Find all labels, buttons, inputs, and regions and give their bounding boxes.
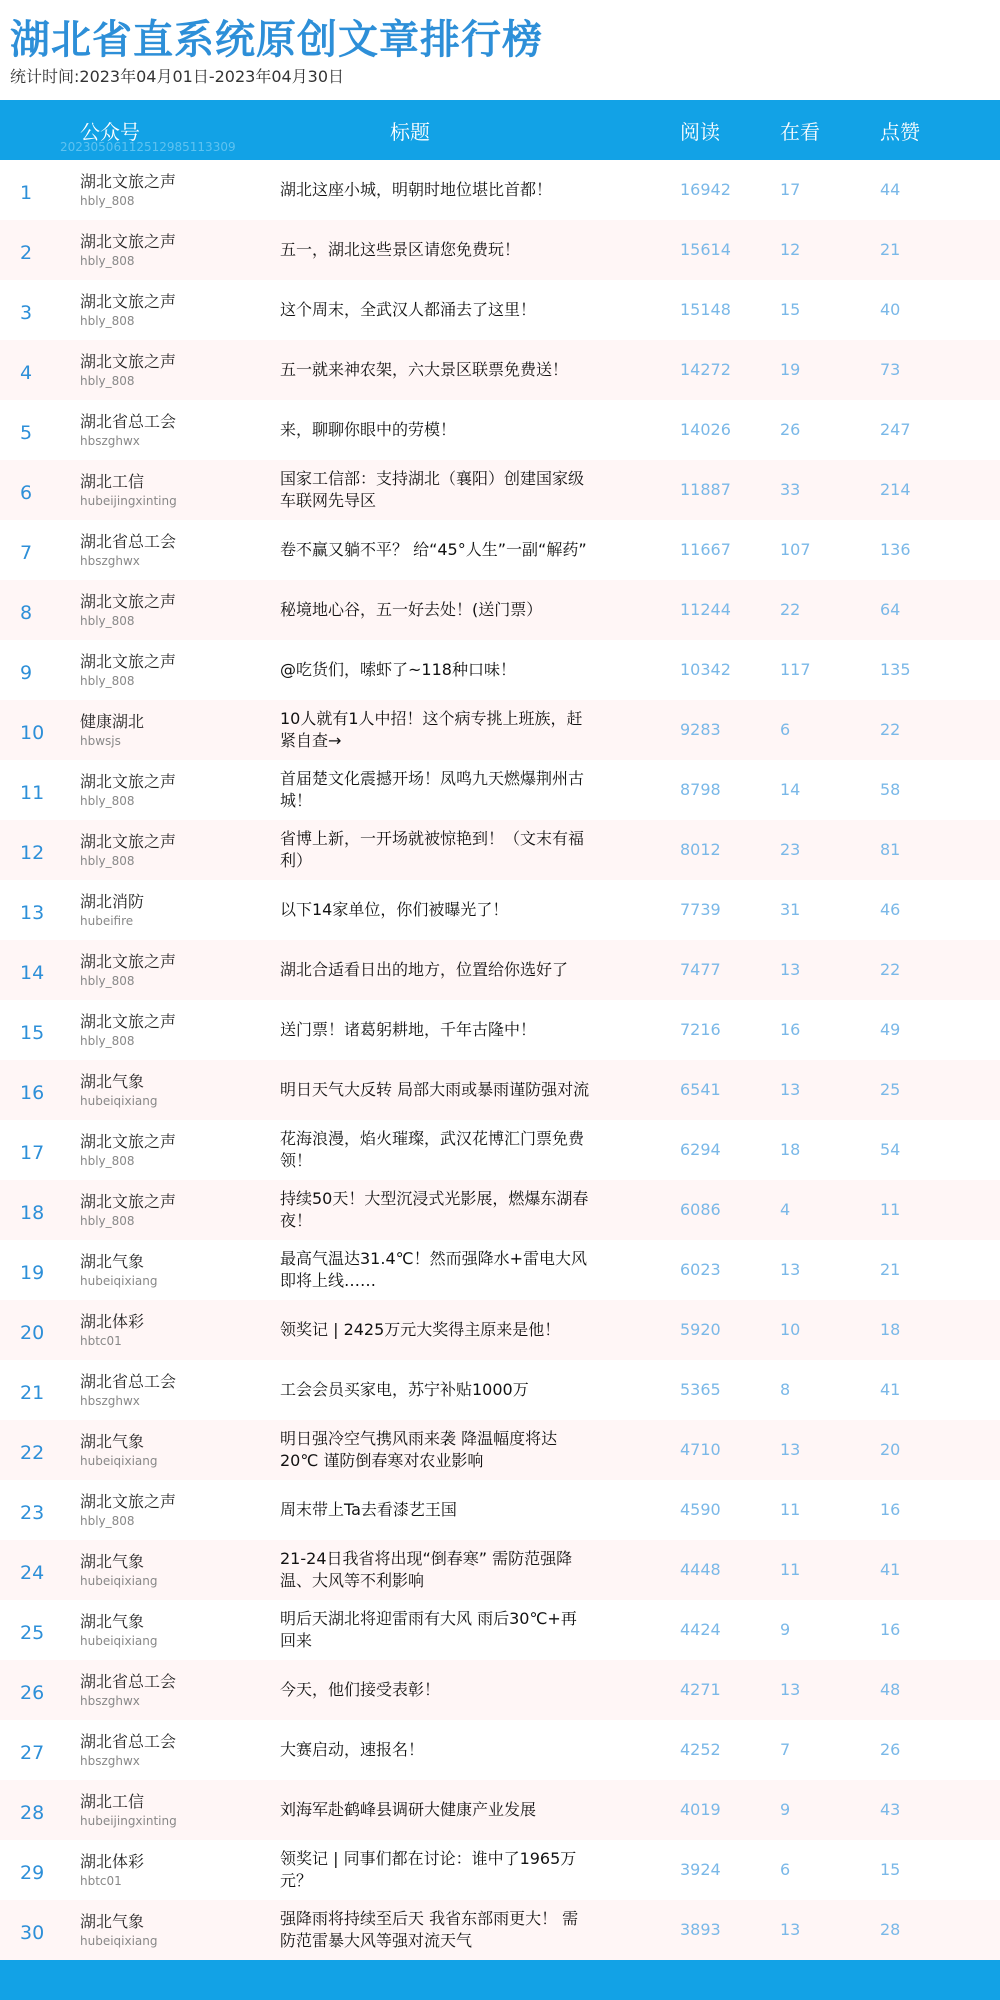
article-title[interactable]: 领奖记 | 同事们都在讨论：谁中了1965万元？ [280, 1849, 577, 1890]
view-count: 117 [780, 660, 811, 679]
read-count: 3893 [680, 1920, 721, 1939]
article-title[interactable]: 首届楚文化震撼开场！凤鸣九天燃爆荆州古城！ [280, 769, 585, 810]
view-count: 13 [780, 1260, 801, 1279]
article-title[interactable]: 明后天湖北将迎雷雨有大风 雨后30℃+再回来 [280, 1609, 577, 1650]
article-title-cell[interactable] [280, 1428, 592, 1472]
article-title-cell[interactable] [280, 1788, 592, 1832]
article-title[interactable]: 21-24日我省将出现“倒春寒” 需防范强降温、大风等不利影响 [280, 1549, 573, 1590]
like-count: 28 [880, 1920, 901, 1939]
table-row[interactable] [0, 460, 1000, 520]
read-count: 11244 [680, 600, 731, 619]
account-id: hbwsjs [80, 734, 121, 748]
table-row[interactable] [0, 940, 1000, 1000]
article-title[interactable]: 最高气温达31.4℃！然而强降水+雷电大风即将上线…… [280, 1249, 588, 1290]
view-count: 22 [780, 600, 801, 619]
view-count: 6 [780, 720, 791, 739]
rank-number: 25 [20, 1622, 45, 1644]
like-count: 41 [880, 1380, 901, 1399]
table-row[interactable] [0, 760, 1000, 820]
like-count: 136 [880, 540, 911, 559]
view-count: 19 [780, 360, 801, 379]
article-title-cell[interactable] [280, 948, 592, 992]
account-id: hbszghwx [80, 1694, 140, 1708]
article-title-cell[interactable] [280, 1068, 592, 1112]
like-count: 214 [880, 480, 911, 499]
read-count: 4252 [680, 1740, 721, 1759]
article-title[interactable]: 湖北合适看日出的地方，位置给你选好了 [280, 960, 569, 979]
like-count: 21 [880, 240, 901, 259]
rank-number: 23 [20, 1502, 45, 1524]
article-title[interactable]: 明日强冷空气携风雨来袭 降温幅度将达20℃ 谨防倒春寒对农业影响 [280, 1429, 558, 1470]
article-title-cell[interactable] [280, 1248, 592, 1292]
rank-number: 12 [20, 842, 45, 864]
table-row[interactable] [0, 1600, 1000, 1660]
view-count: 9 [780, 1620, 791, 1639]
article-title-cell[interactable] [280, 408, 592, 452]
statistics-period: 统计时间:2023年04月01日-2023年04月30日 [10, 67, 345, 86]
article-title[interactable]: 五一，湖北这些景区请您免费玩！ [280, 240, 521, 259]
rank-number: 15 [20, 1022, 45, 1044]
read-count: 7216 [680, 1020, 721, 1039]
article-title[interactable]: 今天，他们接受表彰！ [280, 1680, 441, 1699]
table-row[interactable] [0, 1360, 1000, 1420]
view-count: 10 [780, 1320, 801, 1339]
view-count: 17 [780, 180, 801, 199]
like-count: 54 [880, 1140, 901, 1159]
account-id: hubeiqixiang [80, 1574, 158, 1588]
rank-number: 29 [20, 1862, 45, 1884]
account-id: hubeijingxinting [80, 1814, 177, 1828]
read-count: 4710 [680, 1440, 721, 1459]
article-title-cell[interactable] [280, 168, 592, 212]
like-count: 41 [880, 1560, 901, 1579]
account-id: hbly_808 [80, 854, 135, 868]
table-row[interactable] [0, 1720, 1000, 1780]
view-count: 8 [780, 1380, 791, 1399]
table-row[interactable] [0, 1240, 1000, 1300]
article-title[interactable]: 10人就有1人中招！这个病专挑上班族，赶紧自查→ [280, 709, 583, 750]
page-title: 湖北省直系统原创文章排行榜 [10, 17, 543, 63]
view-count: 107 [780, 540, 811, 559]
read-count: 6086 [680, 1200, 721, 1219]
account-name[interactable]: 湖北文旅之声 [80, 592, 177, 611]
like-count: 43 [880, 1800, 901, 1819]
like-count: 11 [880, 1200, 901, 1219]
like-count: 21 [880, 1260, 901, 1279]
rank-number: 14 [20, 962, 45, 984]
view-count: 6 [780, 1860, 791, 1879]
read-count: 10342 [680, 660, 731, 679]
table-row[interactable] [0, 1120, 1000, 1180]
like-count: 58 [880, 780, 901, 799]
rank-number: 27 [20, 1742, 45, 1764]
column-header-account: 公众号 [80, 120, 140, 144]
like-count: 26 [880, 1740, 901, 1759]
article-title[interactable]: 这个周末，全武汉人都涌去了这里！ [280, 300, 537, 319]
account-id: hbszghwx [80, 1394, 140, 1408]
rank-number: 7 [20, 542, 33, 564]
account-id: hubeiqixiang [80, 1094, 158, 1108]
account-id: hubeiqixiang [80, 1934, 158, 1948]
like-count: 15 [880, 1860, 901, 1879]
account-name[interactable]: 湖北消防 [80, 892, 145, 911]
like-count: 64 [880, 600, 901, 619]
rank-number: 22 [20, 1442, 45, 1464]
rank-number: 20 [20, 1322, 45, 1344]
article-title[interactable]: 花海浪漫，焰火璀璨，武汉花博汇门票免费领！ [280, 1129, 585, 1170]
article-title-cell[interactable] [280, 528, 592, 572]
like-count: 48 [880, 1680, 901, 1699]
read-count: 4019 [680, 1800, 721, 1819]
view-count: 15 [780, 300, 801, 319]
article-title-cell[interactable] [280, 648, 592, 692]
account-name[interactable]: 湖北气象 [80, 1252, 145, 1271]
article-title-cell[interactable] [280, 1128, 592, 1172]
account-id: hbly_808 [80, 974, 135, 988]
like-count: 247 [880, 420, 911, 439]
article-title[interactable]: 大赛启动，速报名！ [280, 1740, 425, 1759]
rank-number: 9 [20, 662, 33, 684]
article-title[interactable]: 湖北这座小城，明朝时地位堪比首都！ [280, 180, 553, 199]
article-title[interactable]: 持续50天！大型沉浸式光影展，燃爆东湖春夜！ [280, 1189, 589, 1230]
table-row[interactable] [0, 1660, 1000, 1720]
view-count: 7 [780, 1740, 791, 1759]
view-count: 26 [780, 420, 801, 439]
article-title-cell[interactable] [280, 1848, 592, 1892]
account-id: hbszghwx [80, 554, 140, 568]
account-id: hbly_808 [80, 1154, 135, 1168]
rank-number: 2 [20, 242, 33, 264]
like-count: 40 [880, 300, 901, 319]
column-header-read: 阅读 [680, 120, 720, 144]
table-row[interactable] [0, 820, 1000, 880]
table-header [0, 100, 1000, 160]
read-count: 9283 [680, 720, 721, 739]
read-count: 8012 [680, 840, 721, 859]
read-count: 15148 [680, 300, 731, 319]
article-title[interactable]: 强降雨将持续至后天 我省东部雨更大！ 需防范雷暴大风等强对流天气 [280, 1909, 579, 1950]
table-row[interactable] [0, 1780, 1000, 1840]
article-title-cell[interactable] [280, 288, 592, 332]
article-title[interactable]: 省博上新，一开场就被惊艳到！（文末有福利） [280, 829, 585, 870]
article-title-cell[interactable] [280, 348, 592, 392]
like-count: 49 [880, 1020, 901, 1039]
table-row[interactable] [0, 400, 1000, 460]
like-count: 16 [880, 1500, 901, 1519]
like-count: 73 [880, 360, 901, 379]
read-count: 6023 [680, 1260, 721, 1279]
column-header-view: 在看 [780, 120, 820, 144]
account-id: hbtc01 [80, 1874, 122, 1888]
rank-number: 18 [20, 1202, 45, 1224]
account-name[interactable]: 湖北省总工会 [80, 1372, 177, 1391]
read-count: 7477 [680, 960, 721, 979]
article-title[interactable]: 来，聊聊你眼中的劳模！ [280, 420, 457, 439]
account-name[interactable]: 湖北气象 [80, 1612, 145, 1631]
table-row[interactable] [0, 340, 1000, 400]
account-name[interactable]: 湖北气象 [80, 1912, 145, 1931]
article-title[interactable]: 卷不赢又躺不平？ 给“45°人生”一副“解药” [280, 540, 587, 559]
table-row[interactable] [0, 580, 1000, 640]
read-count: 6541 [680, 1080, 721, 1099]
article-title[interactable]: 刘海军赴鹤峰县调研大健康产业发展 [280, 1800, 537, 1819]
account-name[interactable]: 湖北文旅之声 [80, 1192, 177, 1211]
account-name[interactable]: 湖北文旅之声 [80, 772, 177, 791]
rank-number: 13 [20, 902, 45, 924]
view-count: 14 [780, 780, 801, 799]
read-count: 6294 [680, 1140, 721, 1159]
table-row[interactable] [0, 1060, 1000, 1120]
account-id: hubeiqixiang [80, 1454, 158, 1468]
view-count: 13 [780, 1440, 801, 1459]
table-row[interactable] [0, 520, 1000, 580]
account-id: hbly_808 [80, 614, 135, 628]
article-title-cell[interactable] [280, 1728, 592, 1772]
account-name[interactable]: 湖北气象 [80, 1072, 145, 1091]
rank-number: 8 [20, 602, 33, 624]
article-title[interactable]: 工会会员买家电，苏宁补贴1000万 [280, 1380, 529, 1399]
account-id: hubeiqixiang [80, 1274, 158, 1288]
article-title[interactable]: 领奖记 | 2425万元大奖得主原来是他！ [280, 1320, 561, 1339]
article-title[interactable]: @吃货们，嗦虾了~118种口味！ [280, 660, 516, 679]
account-name[interactable]: 湖北文旅之声 [80, 1492, 177, 1511]
article-title-cell[interactable] [280, 1608, 592, 1652]
article-title-cell[interactable] [280, 1008, 592, 1052]
read-count: 11667 [680, 540, 731, 559]
rank-number: 28 [20, 1802, 45, 1824]
account-id: hbtc01 [80, 1334, 122, 1348]
account-name[interactable]: 湖北省总工会 [80, 1672, 177, 1691]
account-id: hbly_808 [80, 374, 135, 388]
account-id: hbly_808 [80, 794, 135, 808]
article-title[interactable]: 周末带上Ta去看漆艺王国 [280, 1500, 457, 1519]
table-row[interactable] [0, 1840, 1000, 1900]
rank-number: 10 [20, 722, 45, 744]
table-row[interactable] [0, 1300, 1000, 1360]
view-count: 11 [780, 1560, 801, 1579]
account-name[interactable]: 湖北文旅之声 [80, 1132, 177, 1151]
table-row[interactable] [0, 220, 1000, 280]
article-title-cell[interactable] [280, 1368, 592, 1412]
ranking-table-body [0, 160, 1000, 1960]
view-count: 31 [780, 900, 801, 919]
column-header-title: 标题 [390, 120, 430, 144]
account-id: hbly_808 [80, 1514, 135, 1528]
view-count: 13 [780, 1080, 801, 1099]
view-count: 12 [780, 240, 801, 259]
column-header-like: 点赞 [880, 120, 920, 144]
read-count: 4271 [680, 1680, 721, 1699]
view-count: 16 [780, 1020, 801, 1039]
like-count: 135 [880, 660, 911, 679]
article-title-cell[interactable] [280, 1908, 592, 1952]
account-name[interactable]: 湖北省总工会 [80, 412, 177, 431]
view-count: 18 [780, 1140, 801, 1159]
article-title-cell[interactable] [280, 588, 592, 632]
like-count: 22 [880, 720, 901, 739]
read-count: 8798 [680, 780, 721, 799]
account-id: hbszghwx [80, 1754, 140, 1768]
account-id: hubeiqixiang [80, 1634, 158, 1648]
table-row[interactable] [0, 700, 1000, 760]
report-id-stamp: 20230506112512985113309 [60, 140, 236, 154]
account-id: hubeijingxinting [80, 494, 177, 508]
article-title-cell[interactable] [280, 1188, 592, 1232]
like-count: 46 [880, 900, 901, 919]
article-title[interactable]: 秘境地心谷，五一好去处！(送门票） [280, 600, 543, 619]
view-count: 23 [780, 840, 801, 859]
account-name[interactable]: 健康湖北 [80, 712, 145, 731]
view-count: 13 [780, 960, 801, 979]
article-title[interactable]: 送门票！诸葛躬耕地，千年古隆中！ [280, 1020, 537, 1039]
table-row[interactable] [0, 880, 1000, 940]
article-title-cell[interactable] [280, 1668, 592, 1712]
account-id: hbly_808 [80, 254, 135, 268]
table-row[interactable] [0, 1900, 1000, 1960]
read-count: 5365 [680, 1380, 721, 1399]
like-count: 16 [880, 1620, 901, 1639]
rank-number: 11 [20, 782, 45, 804]
account-name[interactable]: 湖北省总工会 [80, 532, 177, 551]
read-count: 16942 [680, 180, 731, 199]
rank-number: 16 [20, 1082, 45, 1104]
read-count: 3924 [680, 1860, 721, 1879]
article-title-cell[interactable] [280, 228, 592, 272]
page-header [0, 0, 1000, 100]
article-title[interactable]: 五一就来神农架，六大景区联票免费送！ [280, 360, 569, 379]
article-title-cell[interactable] [280, 888, 592, 932]
article-title[interactable]: 明日天气大反转 局部大雨或暴雨谨防强对流 [280, 1080, 590, 1099]
account-name[interactable]: 湖北文旅之声 [80, 952, 177, 971]
read-count: 5920 [680, 1320, 721, 1339]
account-name[interactable]: 湖北文旅之声 [80, 1012, 177, 1031]
view-count: 13 [780, 1680, 801, 1699]
rank-number: 5 [20, 422, 33, 444]
rank-number: 19 [20, 1262, 45, 1284]
read-count: 4424 [680, 1620, 721, 1639]
like-count: 44 [880, 180, 901, 199]
rank-number: 3 [20, 302, 33, 324]
account-name[interactable]: 湖北气象 [80, 1552, 145, 1571]
read-count: 7739 [680, 900, 721, 919]
rank-number: 30 [20, 1922, 45, 1944]
rank-number: 6 [20, 482, 33, 504]
like-count: 22 [880, 960, 901, 979]
account-name[interactable]: 湖北文旅之声 [80, 172, 177, 191]
read-count: 11887 [680, 480, 731, 499]
table-row[interactable] [0, 640, 1000, 700]
read-count: 14272 [680, 360, 731, 379]
article-title-cell[interactable] [280, 708, 592, 752]
like-count: 20 [880, 1440, 901, 1459]
rank-number: 24 [20, 1562, 45, 1584]
account-name[interactable]: 湖北气象 [80, 1432, 145, 1451]
account-id: hubeifire [80, 914, 134, 928]
account-id: hbly_808 [80, 674, 135, 688]
view-count: 33 [780, 480, 801, 499]
read-count: 4590 [680, 1500, 721, 1519]
account-name[interactable]: 湖北体彩 [80, 1852, 145, 1871]
account-name[interactable]: 湖北文旅之声 [80, 832, 177, 851]
table-row[interactable] [0, 1000, 1000, 1060]
view-count: 11 [780, 1500, 801, 1519]
account-name[interactable]: 湖北体彩 [80, 1312, 145, 1331]
view-count: 13 [780, 1920, 801, 1939]
account-id: hbszghwx [80, 434, 140, 448]
account-id: hbly_808 [80, 1214, 135, 1228]
rank-number: 17 [20, 1142, 45, 1164]
article-title-cell[interactable] [280, 1548, 592, 1592]
table-row[interactable] [0, 1420, 1000, 1480]
footer-bar [0, 1960, 1000, 2000]
rank-number: 1 [20, 182, 33, 204]
like-count: 25 [880, 1080, 901, 1099]
read-count: 15614 [680, 240, 731, 259]
view-count: 4 [780, 1200, 791, 1219]
read-count: 4448 [680, 1560, 721, 1579]
table-row[interactable] [0, 1480, 1000, 1540]
account-id: hbly_808 [80, 194, 135, 208]
account-name[interactable]: 湖北文旅之声 [80, 652, 177, 671]
table-row[interactable] [0, 160, 1000, 220]
read-count: 14026 [680, 420, 731, 439]
rank-number: 4 [20, 362, 33, 384]
account-id: hbly_808 [80, 1034, 135, 1048]
account-name[interactable]: 湖北文旅之声 [80, 352, 177, 371]
account-id: hbly_808 [80, 314, 135, 328]
account-name[interactable]: 湖北文旅之声 [80, 292, 177, 311]
article-title-cell[interactable] [280, 468, 592, 512]
account-name[interactable]: 湖北省总工会 [80, 1732, 177, 1751]
view-count: 9 [780, 1800, 791, 1819]
article-title-cell[interactable] [280, 768, 592, 812]
rank-number: 26 [20, 1682, 45, 1704]
rank-number: 21 [20, 1382, 45, 1404]
table-row[interactable] [0, 280, 1000, 340]
table-row[interactable] [0, 1540, 1000, 1600]
like-count: 81 [880, 840, 901, 859]
article-title-cell[interactable] [280, 828, 592, 872]
like-count: 18 [880, 1320, 901, 1339]
account-name[interactable]: 湖北文旅之声 [80, 232, 177, 251]
account-name[interactable]: 湖北工信 [80, 472, 145, 491]
article-title-cell[interactable] [280, 1308, 592, 1352]
article-title[interactable]: 国家工信部：支持湖北（襄阳）创建国家级车联网先导区 [280, 469, 585, 510]
article-title-cell[interactable] [280, 1488, 592, 1532]
account-name[interactable]: 湖北工信 [80, 1792, 145, 1811]
article-title[interactable]: 以下14家单位，你们被曝光了！ [280, 900, 509, 919]
table-row[interactable] [0, 1180, 1000, 1240]
